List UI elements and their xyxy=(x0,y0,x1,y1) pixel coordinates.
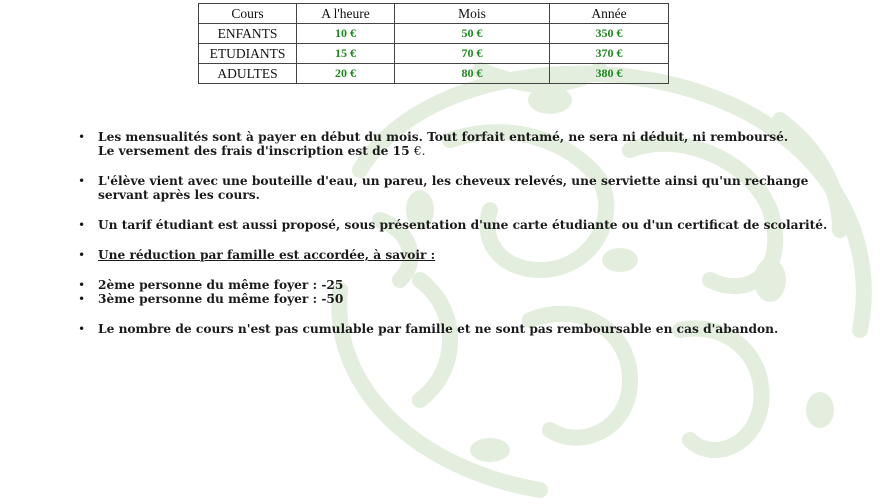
row-label: ADULTES xyxy=(199,64,297,84)
price-month: 50 € xyxy=(395,24,550,44)
price-table xyxy=(198,3,669,84)
price-month: 80 € xyxy=(395,64,550,84)
price-year: 370 € xyxy=(550,44,669,64)
note-payment-line1: Les mensualités sont à payer en début du mois. Tout forfait entamé, ne sera ni déduit, ni remboursé. xyxy=(98,130,789,144)
header-month: Mois xyxy=(395,4,550,24)
note-second-person: • 2ème personne du même foyer : -25 xyxy=(78,278,838,292)
note-equipment: • L'élève vient avec une bouteille d'eau, un pareu, les cheveux relevés, une serviette ainsi qu'un rechange servant après les cours. xyxy=(78,174,838,202)
row-label: ENFANTS xyxy=(199,24,297,44)
family-discount-heading: Une réduction par famille est accordée, à savoir : xyxy=(98,248,436,262)
note-student-rate: • Un tarif étudiant est aussi proposé, sous présentation d'une carte étudiante ou d'un certificat de scolarité. xyxy=(78,218,838,232)
price-hour: 10 € xyxy=(297,24,395,44)
price-hour: 15 € xyxy=(297,44,395,64)
euro-symbol: €. xyxy=(413,144,426,158)
note-family-discount xyxy=(78,248,838,262)
note-payment xyxy=(78,130,838,158)
price-hour: 20 € xyxy=(297,64,395,84)
price-month: 70 € xyxy=(395,44,550,64)
note-non-cumulative: • Le nombre de cours n'est pas cumulable par famille et ne sont pas remboursable en cas d'abandon. xyxy=(78,322,838,336)
row-label: ETUDIANTS xyxy=(199,44,297,64)
note-registration-fee: Le versement des frais d'inscription est de 15 xyxy=(98,144,414,158)
table-header-row xyxy=(199,4,669,24)
table-row xyxy=(199,64,669,84)
header-year: Année xyxy=(550,4,669,24)
price-year: 380 € xyxy=(550,64,669,84)
notes-list xyxy=(78,130,838,336)
header-cours: Cours xyxy=(199,4,297,24)
table-row xyxy=(199,44,669,64)
price-year: 350 € xyxy=(550,24,669,44)
table-row xyxy=(199,24,669,44)
header-hour: A l'heure xyxy=(297,4,395,24)
note-third-person: • 3ème personne du même foyer : -50 xyxy=(78,292,838,306)
